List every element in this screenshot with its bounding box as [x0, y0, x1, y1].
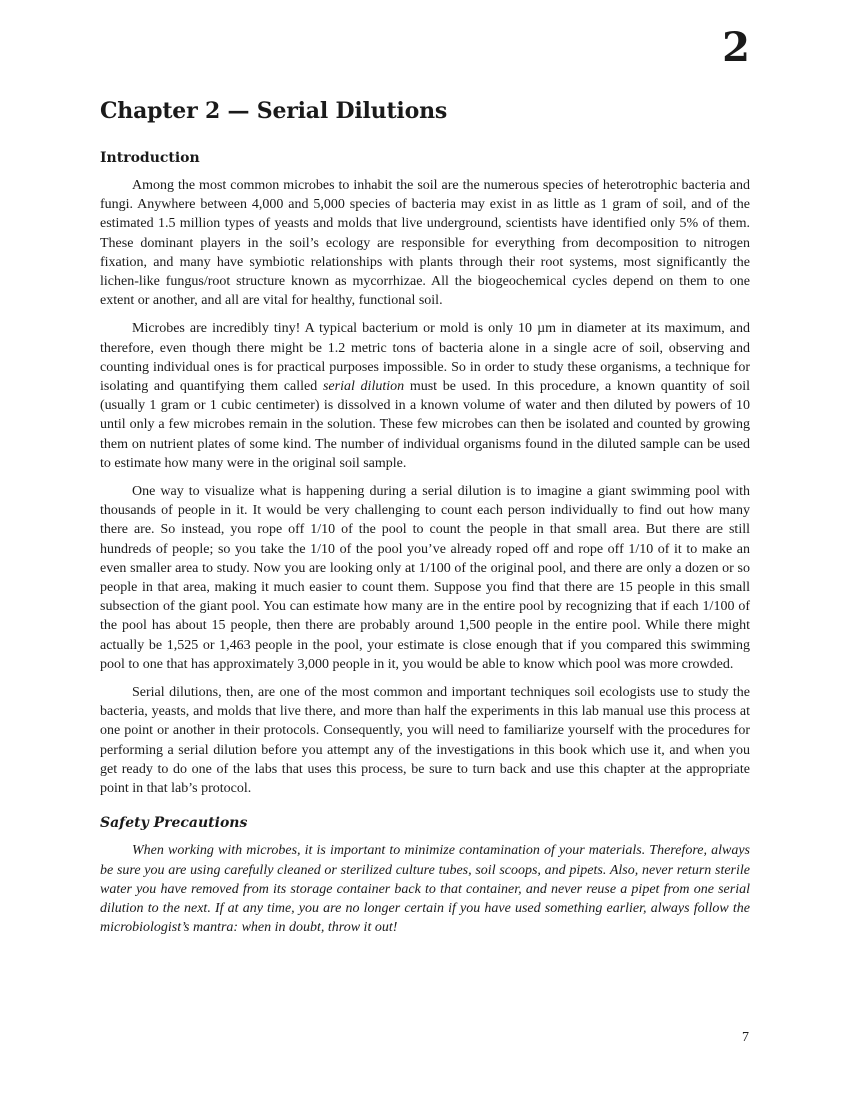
intro-paragraph-2 — [100, 319, 750, 473]
serial-dilution-term: serial dilution — [322, 379, 405, 395]
chapter-title: Chapter 2 — Serial Dilutions — [100, 98, 448, 124]
intro-paragraph-2-part-1: Microbes are incredibly tiny! A typical bacterium or mold is only 10 µm in diameter at its maximum, and therefore, even though there might be 1.2 metric tons of bacteria alone in a single acre of soil, observing and counting individual ones is for practical purposes impossible. So in order to study these organisms, a technique for isolating and quantifying them called — [100, 321, 750, 395]
page-content — [100, 96, 750, 946]
intro-paragraph-1: Among the most common microbes to inhabit the soil are the numerous species of heterotrophic bacteria and fungi. Anywhere between 4,000 and 5,000 species of bacteria may exist in as little as 1 gram of soil, and of the estimated 1.5 million types of yeasts and molds that live underground, scientists have identified only 5% of them. These dominant players in the soil’s ecology are responsible for everything from decomposition to nitrogen fixation, and many have symbiotic relationships with plants through their root systems, most significantly the lichen-like fungus/root structure known as mycorrhizae. All the biogeochemical cycles depend on them to one extent or another, and all are vital for healthy, functional soil. — [100, 178, 750, 309]
chapter-number: 2 — [722, 24, 750, 71]
page-number: 7 — [742, 1030, 749, 1045]
intro-paragraph-2-part-2: must be used. In this procedure, a known quantity of soil (usually 1 gram or 1 cubic centimeter) is dissolved in a known volume of water and then diluted by powers of 10 until only a few microbes remain in the solution. These few microbes can then be isolated and counted by growing them on nutrient plates of some kind. The number of individual organisms found in the diluted sample can be used to estimate how many were in the original soil sample. — [100, 379, 750, 471]
intro-paragraph-4: Serial dilutions, then, are one of the most common and important techniques soil ecologists use to study the bacteria, yeasts, and molds that live there, and more than half the experiments in this lab manual use this process at one point or another in their protocols. Consequently, you will need to familiarize yourself with the procedures for performing a serial dilution before you attempt any of the investigations in this book which use it, and when you get ready to do one of the labs that uses this process, be sure to turn back and use this chapter at the appropriate point in that lab’s protocol. — [100, 685, 750, 797]
introduction-heading: Introduction — [100, 150, 200, 166]
intro-paragraph-3: One way to visualize what is happening during a serial dilution is to imagine a giant swimming pool with thousands of people in it. It would be very challenging to count each person individually to find out how many there are. So instead, you rope off 1/10 of the pool to count the people in that small area. But there are still hundreds of people; so you take the 1/10 of the pool you’ve already roped off and rope off 1/10 of it to make an even smaller area to study. Now you are looking only at 1/100 of the original pool, and there are only a dozen or so people in that area, making it much easier to count them. Suppose you find that there are 15 people in this small subsection of the giant pool. You can estimate how many are in the entire pool by recognizing that if each 1/100 of the pool has about 15 people, then there are probably around 1,500 people in the entire pool. While there might actually be 1,525 or 1,463 people in the pool, your estimate is close enough that if you compared this swimming pool to one that has approximately 3,000 people in it, you would be able to know which pool was more crowded. — [100, 484, 750, 672]
safety-heading: Safety Precautions — [100, 815, 248, 832]
safety-paragraph: When working with microbes, it is important to minimize contamination of your materials. Therefore, always be sure you are using carefully cleaned or sterilized culture tubes, soil scoops, and pipets. Also, never return sterile water you have removed from its storage container back to that container, and never reuse a pipet from one serial dilution to the next. If at any time, you are no longer certain if you have used something earlier, always follow the microbiologist’s mantra: when in doubt, throw it out! — [100, 843, 750, 936]
